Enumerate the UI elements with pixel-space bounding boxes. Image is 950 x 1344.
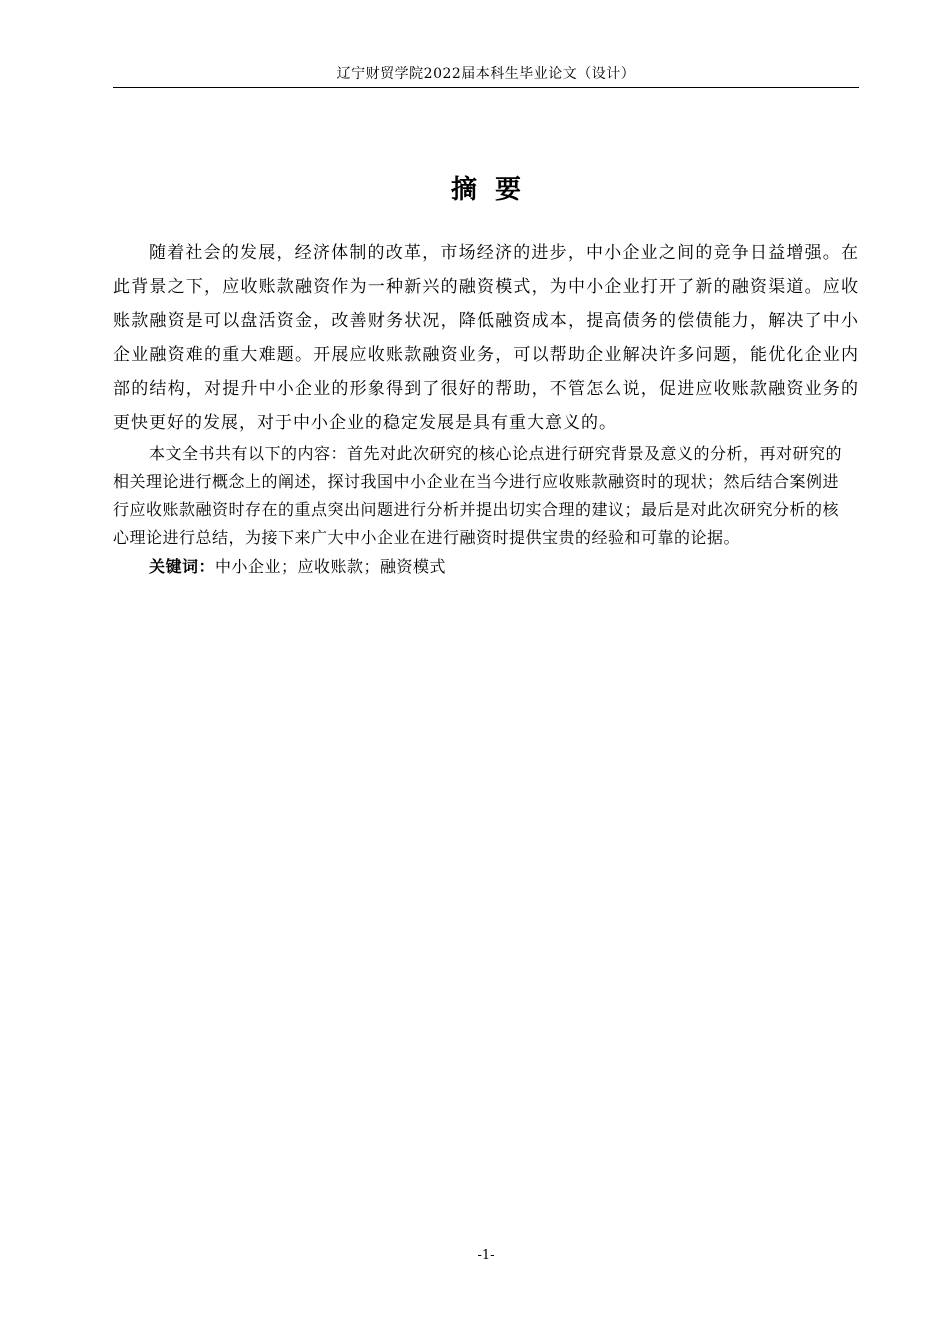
header-rule — [113, 87, 859, 88]
abstract-paragraph-2: 本文全书共有以下的内容：首先对此次研究的核心论点进行研究背景及意义的分析，再对研究的相关理论进行概念上的阐述，探讨我国中小企业在当今进行应收账款融资时的现状；然后结合案例进行应收账款融资时存在的重点突出问题进行分析并提出切实合理的建议；最后是对此次研究分析的核心理论进行总结，为接下来广大中小企业在进行融资时提供宝贵的经验和可靠的论据。 — [113, 444, 843, 547]
abstract-body — [113, 236, 859, 582]
keywords-label: 关键词： — [149, 557, 216, 576]
abstract-paragraph-1: 随着社会的发展，经济体制的改革，市场经济的进步，中小企业之间的竞争日益增强。在此背景之下，应收账款融资作为一种新兴的融资模式，为中小企业打开了新的融资渠道。应收账款融资是可以盘活资金，改善财务状况，降低融资成本，提高债务的偿债能力，解决了中小企业融资难的重大难题。开展应收账款融资业务，可以帮助企业解决许多问题，能优化企业内部的结构，对提升中小企业的形象得到了很好的帮助，不管怎么说，促进应收账款融资业务的更快更好的发展，对于中小企业的稳定发展是具有重大意义的。 — [113, 243, 859, 433]
keywords-value: 中小企业；应收账款；融资模式 — [215, 557, 447, 576]
running-header: 辽宁财贸学院2022届本科生毕业论文（设计） — [336, 66, 636, 82]
page-number: -1- — [477, 1248, 495, 1263]
abstract-title: 摘 要 — [450, 175, 522, 205]
keywords-line — [113, 552, 859, 582]
